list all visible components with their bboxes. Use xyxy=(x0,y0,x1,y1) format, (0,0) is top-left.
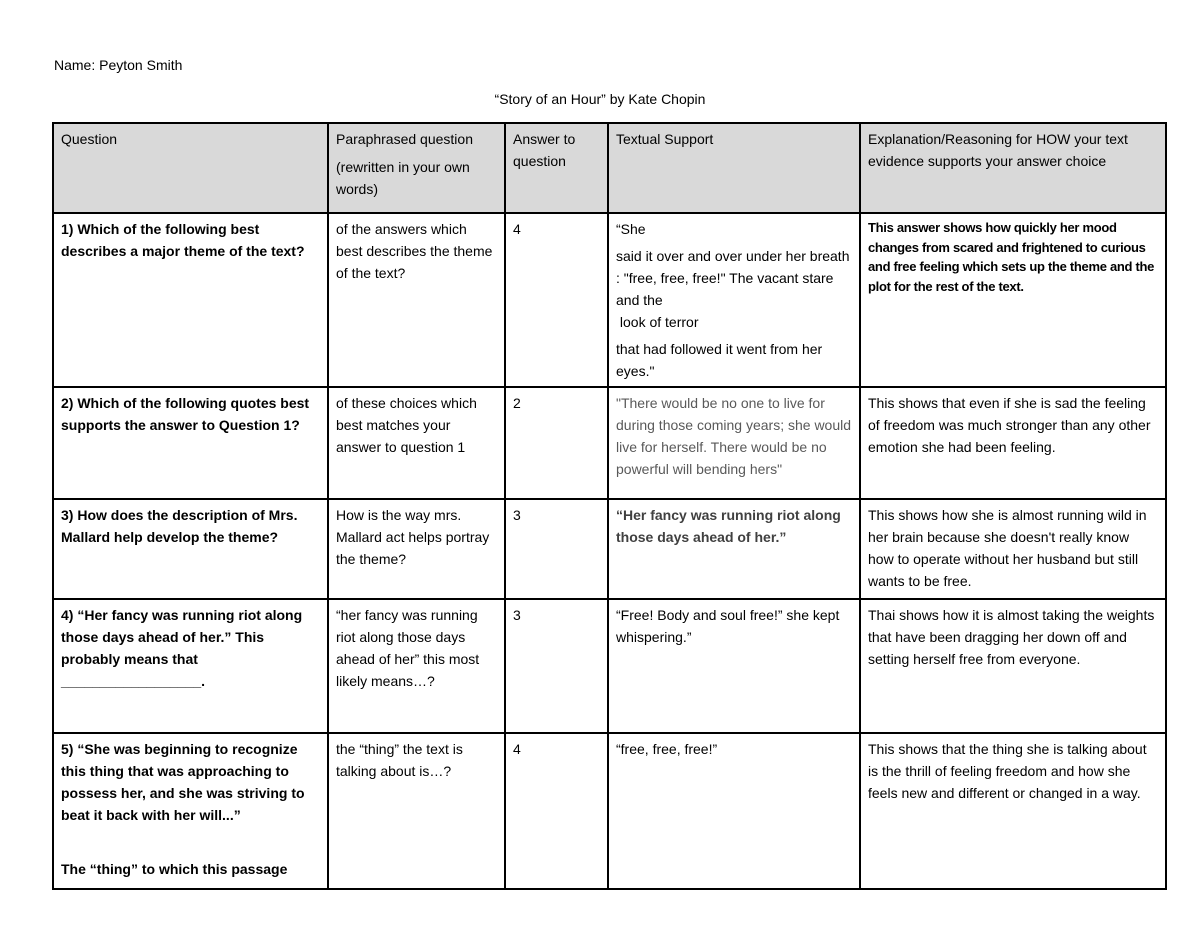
answer-cell: 4 xyxy=(505,213,608,387)
explanation-cell: This answer shows how quickly her mood changes from scared and frightened to curious and free feeling which sets up the theme and the plot for the rest of the text. xyxy=(860,213,1166,387)
paraphrased-cell: “her fancy was running riot along those days ahead of her” this most likely means…? xyxy=(328,599,505,733)
support-line: : "free, free, free!" The vacant stare and the xyxy=(616,270,834,308)
worksheet-table xyxy=(52,122,1167,890)
explanation-cell: This shows how she is almost running wild in her brain because she doesn't really know how to operate without her husband but still wants to be free. xyxy=(860,499,1166,599)
question-cell: 4) “Her fancy was running riot along those days ahead of her.” This probably means that __________________. xyxy=(53,599,328,733)
question-footer: The “thing” to which this passage xyxy=(61,861,288,877)
support-cell xyxy=(608,213,860,387)
header-paraphrased xyxy=(328,123,505,213)
answer-cell: 3 xyxy=(505,499,608,599)
support-cell: "There would be no one to live for during those coming years; she would live for herself. There would be no powerful will bending hers" xyxy=(608,387,860,499)
table-row xyxy=(53,213,1166,387)
header-paraphrased-title: Paraphrased question xyxy=(336,131,473,147)
support-cell: “Free! Body and soul free!” she kept whispering.” xyxy=(608,599,860,733)
support-cell: “Her fancy was running riot along those days ahead of her.” xyxy=(608,499,860,599)
header-support: Textual Support xyxy=(608,123,860,213)
table-row xyxy=(53,499,1166,599)
explanation-cell: This shows that even if she is sad the feeling of freedom was much stronger than any other emotion she had been feeling. xyxy=(860,387,1166,499)
header-explanation: Explanation/Reasoning for HOW your text evidence supports your answer choice xyxy=(860,123,1166,213)
header-paraphrased-note: (rewritten in your own words) xyxy=(336,159,470,197)
table-row xyxy=(53,387,1166,499)
explanation-cell: This shows that the thing she is talking about is the thrill of feeling freedom and how she feels new and different or changed in a way. xyxy=(860,733,1166,889)
paraphrased-cell: of these choices which best matches your answer to question 1 xyxy=(328,387,505,499)
question-text: 5) “She was beginning to recognize this thing that was approaching to possess her, and she was striving to beat it back with her will...” xyxy=(61,741,305,823)
question-cell: 2) Which of the following quotes best supports the answer to Question 1? xyxy=(53,387,328,499)
page-title: “Story of an Hour” by Kate Chopin xyxy=(494,91,706,107)
table-header-row xyxy=(53,123,1166,213)
support-line: that had followed it went from her eyes." xyxy=(616,341,823,379)
table-row xyxy=(53,733,1166,889)
support-cell: “free, free, free!” xyxy=(608,733,860,889)
support-line: look of terror xyxy=(616,314,699,330)
question-cell: 3) How does the description of Mrs. Mallard help develop the theme? xyxy=(53,499,328,599)
answer-cell: 2 xyxy=(505,387,608,499)
paraphrased-cell: the “thing” the text is talking about is…? xyxy=(328,733,505,889)
paraphrased-cell: How is the way mrs. Mallard act helps portray the theme? xyxy=(328,499,505,599)
support-line: said it over and over under her breath xyxy=(616,248,850,264)
header-answer: Answer to question xyxy=(505,123,608,213)
question-cell: 1) Which of the following best describes a major theme of the text? xyxy=(53,213,328,387)
table-row xyxy=(53,599,1166,733)
student-name: Name: Peyton Smith xyxy=(54,57,183,73)
question-cell xyxy=(53,733,328,889)
explanation-cell: Thai shows how it is almost taking the weights that have been dragging her down off and setting herself free from everyone. xyxy=(860,599,1166,733)
answer-cell: 4 xyxy=(505,733,608,889)
header-question: Question xyxy=(53,123,328,213)
support-line: “She xyxy=(616,221,646,237)
paraphrased-cell: of the answers which best describes the theme of the text? xyxy=(328,213,505,387)
answer-cell: 3 xyxy=(505,599,608,733)
